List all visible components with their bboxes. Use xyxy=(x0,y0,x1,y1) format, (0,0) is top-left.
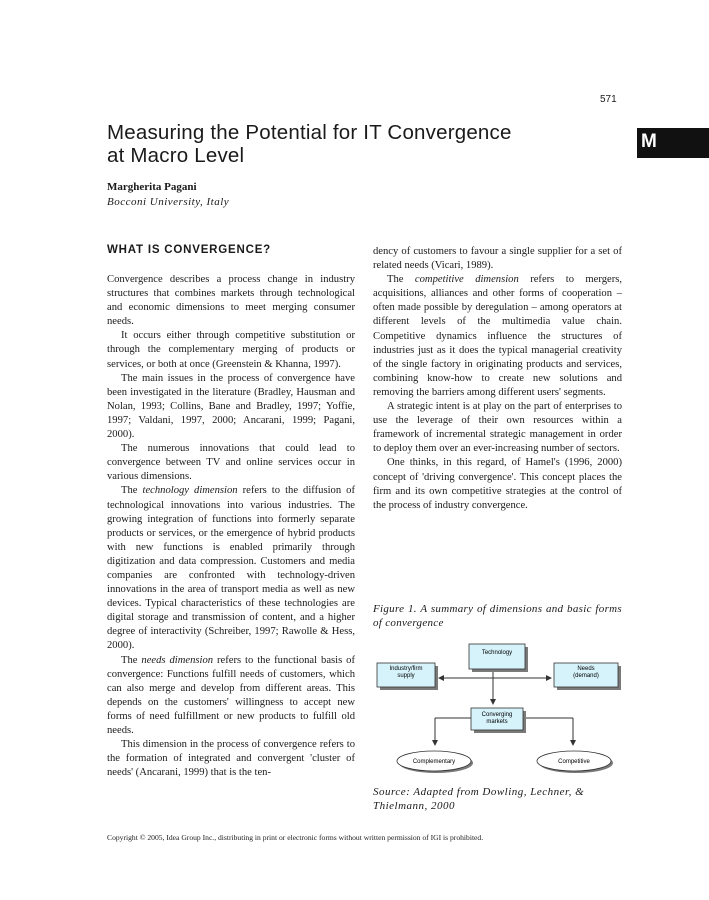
paragraph: dency of customers to favour a single supplier for a set of related needs (Vicari, 1989). xyxy=(373,246,622,272)
node-complementary-label: Complementary xyxy=(412,759,456,765)
text-run: refers to the diffusion of technological innovations into various industries. The growing integration of functions into formerly separate products or services, or the emergence of hybrid products with new functions is enabled primarily through digitization and data compression. Customers and media companies are confronted with technology-driven innovations in the area of transport media as well as new devices. Typical characteristics of these technologies are digital storage and transmission of content, and a higher degree of interactivity (Schreiber, 1997; Rawolle & Hess, 2000). xyxy=(107,485,355,652)
paragraph: One thinks, in this regard, of Hamel's (1996, 2000) concept of 'driving convergence'. This concept places the firm and its own competitive strategies at the control of the process of industry convergence. xyxy=(373,457,622,511)
author-name: Margherita Pagani xyxy=(107,181,197,193)
paragraph: This dimension in the process of convergence refers to the formation of integrated and convergent 'cluster of needs' (Ancarani, 1999) that is the ten- xyxy=(107,739,355,779)
emphasis-term: needs dimension xyxy=(141,654,214,666)
paragraph xyxy=(107,484,355,653)
paragraph xyxy=(107,654,355,739)
node-converging-label-1: Converging xyxy=(481,712,513,718)
text-run: The xyxy=(387,274,415,286)
node-competitive-label: Competitive xyxy=(558,759,590,765)
right-column xyxy=(373,245,622,513)
node-industry-label-1: Industry/firm xyxy=(389,666,423,672)
title-line-2: at Macro Level xyxy=(107,144,245,167)
copyright-notice: Copyright © 2005, Idea Group Inc., distributing in print or electronic forms without written permission of IGI is prohibited. xyxy=(107,833,484,842)
section-heading: WHAT IS CONVERGENCE? xyxy=(107,244,272,256)
convergence-diagram xyxy=(373,640,625,775)
page-number: 571 xyxy=(600,94,617,105)
node-industry-supply xyxy=(377,663,438,690)
left-column xyxy=(107,273,355,780)
title-line-1: Measuring the Potential for IT Convergence xyxy=(107,121,512,144)
emphasis-term: technology dimension xyxy=(142,485,238,497)
figure-source: Source: Adapted from Dowling, Lechner, & Thielmann, 2000 xyxy=(373,786,585,812)
node-converging-label-2: markets xyxy=(486,719,508,725)
node-technology-label: Technology xyxy=(481,650,513,656)
text-run: The xyxy=(121,485,143,497)
node-technology xyxy=(469,644,528,672)
paragraph xyxy=(373,273,622,400)
paragraph: The main issues in the process of convergence have been investigated in the literature (Bradley, Hausman and Nolan, 1993; Collins, Bane and Bradley, 1997; Yoffie, 1997; Valdani, 1997, 2000; Ancarani, 1999; Pagani, 2000). xyxy=(107,372,355,441)
author-affiliation: Bocconi University, Italy xyxy=(107,196,230,208)
text-run: refers to mergers, acquisitions, alliances and other forms of cooperation – often made possible by deregulation – among operators at different levels of the multimedia value chain. Competitive dynamics influence the structures of industries just as it does the typical managerial creativity of the single factory in originating products and services, combining know-how to create new solutions and removing the barriers among different users' segments. xyxy=(373,274,623,398)
node-converging-markets xyxy=(471,708,526,733)
section-letter-tab xyxy=(637,128,709,158)
node-needs-label-1: Needs xyxy=(577,666,595,672)
node-industry-label-2: supply xyxy=(397,673,415,679)
paragraph: Convergence describes a process change in industry structures that combines markets through technological and economic dimensions to meet merging consumer needs. xyxy=(107,274,355,328)
paragraph: A strategic intent is at play on the part of enterprises to use the leverage of their own resources within a framework of incremental strategic management in order to deploy them over an ever-increasing number of sectors. xyxy=(373,401,622,455)
section-letter: M xyxy=(641,131,657,152)
node-competitive xyxy=(537,751,613,773)
node-complementary xyxy=(397,751,473,773)
paragraph: It occurs either through competitive substitution or through the complementary merging of products or services, or both at once (Greenstein & Khanna, 1997). xyxy=(107,330,355,370)
text-run: The xyxy=(121,654,142,666)
node-needs-demand xyxy=(554,663,621,690)
text-run: refers to the functional basis of convergence: Functions fulfill needs of customers, which can also merge and develop from different areas. This depends on the customers' willingness to accept new forms of need fulfillment or new products to fulfill old needs. xyxy=(107,654,355,736)
figure-caption: Figure 1. A summary of dimensions and basic forms of convergence xyxy=(373,603,622,629)
paragraph: The numerous innovations that could lead to convergence between TV and online services occur in various dimensions. xyxy=(107,443,355,483)
article-title xyxy=(107,121,627,167)
node-needs-label-2: (demand) xyxy=(573,673,599,679)
emphasis-term: competitive dimension xyxy=(414,274,519,286)
